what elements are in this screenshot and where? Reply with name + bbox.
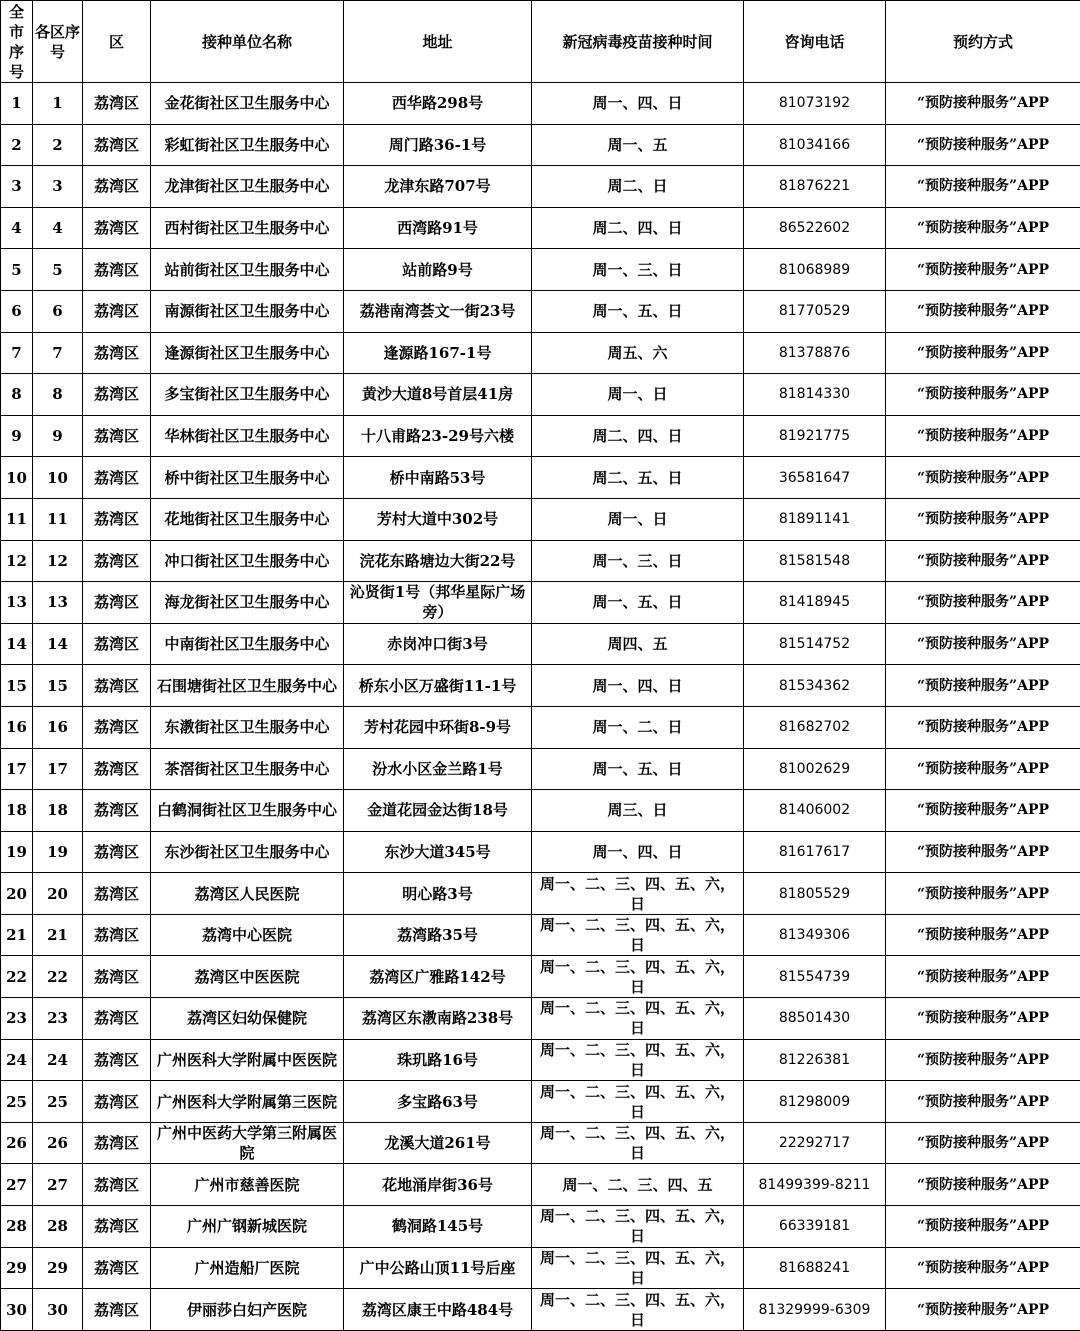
city-seq-cell: 1 [1,83,33,125]
booking-method-cell: “预防接种服务”APP [886,1081,1080,1123]
table-header [1,1,1080,83]
district-seq-cell: 25 [33,1081,83,1123]
city-seq-cell: 5 [1,249,33,291]
district-seq-cell: 12 [33,540,83,582]
booking-method-cell: “预防接种服务”APP [886,998,1080,1040]
district-cell: 荔湾区 [83,415,151,457]
unit-name-cell: 茶滘街社区卫生服务中心 [151,748,344,790]
header-row [1,1,1080,83]
table-row [1,124,1080,166]
booking-method-cell: “预防接种服务”APP [886,665,1080,707]
table-row [1,748,1080,790]
district-cell: 荔湾区 [83,831,151,873]
unit-name-cell: 石围塘街社区卫生服务中心 [151,665,344,707]
city-seq-cell: 2 [1,124,33,166]
phone-cell: 81378876 [744,332,886,374]
address-cell: 荔港南湾荟文一街23号 [344,290,532,332]
district-seq-cell: 2 [33,124,83,166]
vaccination-time-cell: 周一、三、日 [532,540,744,582]
phone-cell: 81805529 [744,873,886,915]
phone-cell: 81514752 [744,623,886,665]
table-row [1,790,1080,832]
table-row [1,665,1080,707]
city-seq-cell: 11 [1,498,33,540]
booking-method-cell: “预防接种服务”APP [886,1164,1080,1206]
table-row [1,415,1080,457]
table-row [1,1081,1080,1123]
city-seq-cell: 24 [1,1039,33,1081]
district-cell: 荔湾区 [83,665,151,707]
district-cell: 荔湾区 [83,706,151,748]
district-cell: 荔湾区 [83,290,151,332]
booking-method-cell: “预防接种服务”APP [886,207,1080,249]
booking-method-cell: “预防接种服务”APP [886,249,1080,291]
header-phone: 咨询电话 [744,1,886,83]
unit-name-cell: 东漖街社区卫生服务中心 [151,706,344,748]
address-cell: 芳村花园中环街8-9号 [344,706,532,748]
vaccination-time-cell: 周四、五 [532,623,744,665]
table-row [1,873,1080,915]
address-cell: 西华路298号 [344,83,532,125]
vaccination-time-cell: 周一、四、日 [532,665,744,707]
district-cell: 荔湾区 [83,1081,151,1123]
district-seq-cell: 9 [33,415,83,457]
phone-cell: 81770529 [744,290,886,332]
district-seq-cell: 5 [33,249,83,291]
table-row [1,83,1080,125]
booking-method-cell: “预防接种服务”APP [886,914,1080,956]
vaccination-time-cell: 周一、五、日 [532,290,744,332]
unit-name-cell: 广州市慈善医院 [151,1164,344,1206]
vaccination-time-cell: 周一、五、日 [532,582,744,624]
table-body [1,83,1080,1331]
district-seq-cell: 19 [33,831,83,873]
phone-cell: 81226381 [744,1039,886,1081]
vaccination-time-cell: 周一、二、三、四、五、六，日 [532,1081,744,1123]
booking-method-cell: “预防接种服务”APP [886,374,1080,416]
booking-method-cell: “预防接种服务”APP [886,166,1080,208]
address-cell: 汾水小区金兰路1号 [344,748,532,790]
booking-method-cell: “预防接种服务”APP [886,83,1080,125]
unit-name-cell: 广州造船厂医院 [151,1247,344,1289]
address-cell: 荔湾区广雅路142号 [344,956,532,998]
address-cell: 荔湾路35号 [344,914,532,956]
booking-method-cell: “预防接种服务”APP [886,623,1080,665]
city-seq-cell: 29 [1,1247,33,1289]
city-seq-cell: 6 [1,290,33,332]
table-row [1,914,1080,956]
district-cell: 荔湾区 [83,1247,151,1289]
district-seq-cell: 17 [33,748,83,790]
header-city-seq: 全市序号 [1,1,33,83]
district-cell: 荔湾区 [83,207,151,249]
vaccination-time-cell: 周一、二、三、四、五、六，日 [532,1247,744,1289]
phone-cell: 81499399-8211 [744,1164,886,1206]
vaccination-time-cell: 周一、五 [532,124,744,166]
table-row [1,540,1080,582]
table-row [1,582,1080,624]
city-seq-cell: 19 [1,831,33,873]
table-row [1,374,1080,416]
unit-name-cell: 桥中街社区卫生服务中心 [151,457,344,499]
district-cell: 荔湾区 [83,914,151,956]
district-seq-cell: 29 [33,1247,83,1289]
unit-name-cell: 荔湾中心医院 [151,914,344,956]
phone-cell: 81891141 [744,498,886,540]
address-cell: 广中公路山顶11号后座 [344,1247,532,1289]
unit-name-cell: 广州中医药大学第三附属医院 [151,1122,344,1164]
phone-cell: 66339181 [744,1206,886,1248]
booking-method-cell: “预防接种服务”APP [886,415,1080,457]
vaccination-time-cell: 周一、二、日 [532,706,744,748]
table-row [1,1039,1080,1081]
phone-cell: 81068989 [744,249,886,291]
district-cell: 荔湾区 [83,998,151,1040]
table-row [1,1206,1080,1248]
address-cell: 十八甫路23-29号六楼 [344,415,532,457]
booking-method-cell: “预防接种服务”APP [886,956,1080,998]
table-row [1,249,1080,291]
unit-name-cell: 花地街社区卫生服务中心 [151,498,344,540]
city-seq-cell: 4 [1,207,33,249]
table-row [1,332,1080,374]
city-seq-cell: 9 [1,415,33,457]
address-cell: 珠玑路16号 [344,1039,532,1081]
address-cell: 鹤洞路145号 [344,1206,532,1248]
city-seq-cell: 23 [1,998,33,1040]
city-seq-cell: 3 [1,166,33,208]
address-cell: 明心路3号 [344,873,532,915]
table-row [1,207,1080,249]
phone-cell: 81534362 [744,665,886,707]
phone-cell: 86522602 [744,207,886,249]
district-cell: 荔湾区 [83,1206,151,1248]
phone-cell: 81349306 [744,914,886,956]
phone-cell: 22292717 [744,1122,886,1164]
city-seq-cell: 25 [1,1081,33,1123]
header-district-seq: 各区序号 [33,1,83,83]
table-row [1,623,1080,665]
district-seq-cell: 27 [33,1164,83,1206]
unit-name-cell: 西村街社区卫生服务中心 [151,207,344,249]
booking-method-cell: “预防接种服务”APP [886,831,1080,873]
table-row [1,1247,1080,1289]
phone-cell: 81617617 [744,831,886,873]
vaccination-time-cell: 周一、二、三、四、五、六，日 [532,998,744,1040]
vaccination-time-cell: 周一、二、三、四、五 [532,1164,744,1206]
booking-method-cell: “预防接种服务”APP [886,1122,1080,1164]
booking-method-cell: “预防接种服务”APP [886,124,1080,166]
district-cell: 荔湾区 [83,249,151,291]
booking-method-cell: “预防接种服务”APP [886,790,1080,832]
unit-name-cell: 海龙街社区卫生服务中心 [151,582,344,624]
district-cell: 荔湾区 [83,457,151,499]
table-row [1,290,1080,332]
booking-method-cell: “预防接种服务”APP [886,332,1080,374]
booking-method-cell: “预防接种服务”APP [886,498,1080,540]
city-seq-cell: 21 [1,914,33,956]
district-cell: 荔湾区 [83,83,151,125]
unit-name-cell: 中南街社区卫生服务中心 [151,623,344,665]
address-cell: 桥东小区万盛街11-1号 [344,665,532,707]
district-seq-cell: 28 [33,1206,83,1248]
unit-name-cell: 华林街社区卫生服务中心 [151,415,344,457]
address-cell: 龙津东路707号 [344,166,532,208]
vaccination-time-cell: 周一、日 [532,498,744,540]
unit-name-cell: 白鹤洞街社区卫生服务中心 [151,790,344,832]
vaccination-time-cell: 周二、四、日 [532,207,744,249]
district-seq-cell: 30 [33,1289,83,1331]
vaccination-time-cell: 周一、二、三、四、五、六，日 [532,1206,744,1248]
address-cell: 荔湾区康王中路484号 [344,1289,532,1331]
district-seq-cell: 13 [33,582,83,624]
vaccination-time-cell: 周一、三、日 [532,249,744,291]
unit-name-cell: 东沙街社区卫生服务中心 [151,831,344,873]
district-cell: 荔湾区 [83,124,151,166]
city-seq-cell: 7 [1,332,33,374]
city-seq-cell: 12 [1,540,33,582]
address-cell: 站前路9号 [344,249,532,291]
phone-cell: 81298009 [744,1081,886,1123]
address-cell: 西湾路91号 [344,207,532,249]
district-cell: 荔湾区 [83,332,151,374]
address-cell: 荔湾区东漖南路238号 [344,998,532,1040]
district-seq-cell: 16 [33,706,83,748]
city-seq-cell: 22 [1,956,33,998]
phone-cell: 81073192 [744,83,886,125]
district-seq-cell: 6 [33,290,83,332]
vaccination-time-cell: 周一、日 [532,374,744,416]
table-row [1,1164,1080,1206]
table-row [1,956,1080,998]
phone-cell: 81688241 [744,1247,886,1289]
booking-method-cell: “预防接种服务”APP [886,457,1080,499]
phone-cell: 81554739 [744,956,886,998]
booking-method-cell: “预防接种服务”APP [886,706,1080,748]
vaccination-time-cell: 周一、二、三、四、五、六，日 [532,1289,744,1331]
district-cell: 荔湾区 [83,623,151,665]
phone-cell: 81876221 [744,166,886,208]
address-cell: 龙溪大道261号 [344,1122,532,1164]
table-row [1,706,1080,748]
district-seq-cell: 24 [33,1039,83,1081]
header-address: 地址 [344,1,532,83]
city-seq-cell: 15 [1,665,33,707]
unit-name-cell: 伊丽莎白妇产医院 [151,1289,344,1331]
booking-method-cell: “预防接种服务”APP [886,1039,1080,1081]
vaccination-time-cell: 周一、二、三、四、五、六，日 [532,1039,744,1081]
city-seq-cell: 13 [1,582,33,624]
table-row [1,1289,1080,1331]
header-booking-method: 预约方式 [886,1,1080,83]
district-cell: 荔湾区 [83,956,151,998]
vaccination-time-cell: 周二、日 [532,166,744,208]
unit-name-cell: 南源街社区卫生服务中心 [151,290,344,332]
vaccination-time-cell: 周一、四、日 [532,83,744,125]
unit-name-cell: 彩虹街社区卫生服务中心 [151,124,344,166]
phone-cell: 81406002 [744,790,886,832]
address-cell: 东沙大道345号 [344,831,532,873]
vaccination-time-cell: 周一、二、三、四、五、六，日 [532,1122,744,1164]
phone-cell: 81581548 [744,540,886,582]
address-cell: 桥中南路53号 [344,457,532,499]
district-cell: 荔湾区 [83,748,151,790]
address-cell: 浣花东路塘边大街22号 [344,540,532,582]
district-seq-cell: 23 [33,998,83,1040]
vaccination-time-cell: 周一、二、三、四、五、六，日 [532,956,744,998]
district-seq-cell: 4 [33,207,83,249]
district-cell: 荔湾区 [83,540,151,582]
booking-method-cell: “预防接种服务”APP [886,540,1080,582]
vaccination-time-cell: 周一、四、日 [532,831,744,873]
district-seq-cell: 22 [33,956,83,998]
city-seq-cell: 20 [1,873,33,915]
city-seq-cell: 28 [1,1206,33,1248]
unit-name-cell: 广州医科大学附属第三医院 [151,1081,344,1123]
address-cell: 周门路36-1号 [344,124,532,166]
vaccination-time-cell: 周一、五、日 [532,748,744,790]
address-cell: 金道花园金达街18号 [344,790,532,832]
city-seq-cell: 26 [1,1122,33,1164]
booking-method-cell: “预防接种服务”APP [886,1247,1080,1289]
booking-method-cell: “预防接种服务”APP [886,873,1080,915]
booking-method-cell: “预防接种服务”APP [886,290,1080,332]
vaccination-time-cell: 周五、六 [532,332,744,374]
vaccination-time-cell: 周三、日 [532,790,744,832]
district-seq-cell: 8 [33,374,83,416]
vaccination-time-cell: 周一、二、三、四、五、六，日 [532,914,744,956]
booking-method-cell: “预防接种服务”APP [886,1206,1080,1248]
district-cell: 荔湾区 [83,374,151,416]
city-seq-cell: 10 [1,457,33,499]
district-cell: 荔湾区 [83,498,151,540]
header-unit-name: 接种单位名称 [151,1,344,83]
phone-cell: 81814330 [744,374,886,416]
phone-cell: 81034166 [744,124,886,166]
district-cell: 荔湾区 [83,790,151,832]
address-cell: 芳村大道中302号 [344,498,532,540]
phone-cell: 81682702 [744,706,886,748]
table-row [1,1122,1080,1164]
district-cell: 荔湾区 [83,582,151,624]
district-seq-cell: 1 [33,83,83,125]
phone-cell: 81002629 [744,748,886,790]
booking-method-cell: “预防接种服务”APP [886,748,1080,790]
address-cell: 多宝路63号 [344,1081,532,1123]
unit-name-cell: 荔湾区妇幼保健院 [151,998,344,1040]
district-seq-cell: 26 [33,1122,83,1164]
booking-method-cell: “预防接种服务”APP [886,1289,1080,1331]
district-seq-cell: 7 [33,332,83,374]
phone-cell: 36581647 [744,457,886,499]
district-seq-cell: 10 [33,457,83,499]
district-cell: 荔湾区 [83,1039,151,1081]
phone-cell: 88501430 [744,998,886,1040]
district-cell: 荔湾区 [83,1122,151,1164]
booking-method-cell: “预防接种服务”APP [886,582,1080,624]
city-seq-cell: 14 [1,623,33,665]
address-cell: 赤岗冲口街3号 [344,623,532,665]
unit-name-cell: 广州广钢新城医院 [151,1206,344,1248]
table-row [1,498,1080,540]
district-seq-cell: 14 [33,623,83,665]
header-district: 区 [83,1,151,83]
unit-name-cell: 金花街社区卫生服务中心 [151,83,344,125]
district-cell: 荔湾区 [83,1164,151,1206]
phone-cell: 81921775 [744,415,886,457]
vaccination-time-cell: 周二、五、日 [532,457,744,499]
district-seq-cell: 11 [33,498,83,540]
address-cell: 黄沙大道8号首层41房 [344,374,532,416]
city-seq-cell: 27 [1,1164,33,1206]
address-cell: 逢源路167-1号 [344,332,532,374]
phone-cell: 81418945 [744,582,886,624]
unit-name-cell: 多宝街社区卫生服务中心 [151,374,344,416]
unit-name-cell: 逢源街社区卫生服务中心 [151,332,344,374]
unit-name-cell: 龙津街社区卫生服务中心 [151,166,344,208]
district-cell: 荔湾区 [83,1289,151,1331]
vaccination-time-cell: 周一、二、三、四、五、六，日 [532,873,744,915]
district-seq-cell: 20 [33,873,83,915]
phone-cell: 81329999-6309 [744,1289,886,1331]
header-vaccination-time: 新冠病毒疫苗接种时间 [532,1,744,83]
district-seq-cell: 3 [33,166,83,208]
unit-name-cell: 荔湾区人民医院 [151,873,344,915]
city-seq-cell: 30 [1,1289,33,1331]
unit-name-cell: 荔湾区中医医院 [151,956,344,998]
city-seq-cell: 16 [1,706,33,748]
table-row [1,998,1080,1040]
district-seq-cell: 15 [33,665,83,707]
city-seq-cell: 8 [1,374,33,416]
table-row [1,831,1080,873]
table-row [1,457,1080,499]
unit-name-cell: 冲口街社区卫生服务中心 [151,540,344,582]
district-cell: 荔湾区 [83,873,151,915]
table-row [1,166,1080,208]
unit-name-cell: 广州医科大学附属中医医院 [151,1039,344,1081]
district-seq-cell: 18 [33,790,83,832]
vaccination-time-cell: 周二、四、日 [532,415,744,457]
address-cell: 沁贤街1号（邦华星际广场旁） [344,582,532,624]
district-seq-cell: 21 [33,914,83,956]
district-cell: 荔湾区 [83,166,151,208]
city-seq-cell: 18 [1,790,33,832]
city-seq-cell: 17 [1,748,33,790]
unit-name-cell: 站前街社区卫生服务中心 [151,249,344,291]
address-cell: 花地涌岸街36号 [344,1164,532,1206]
